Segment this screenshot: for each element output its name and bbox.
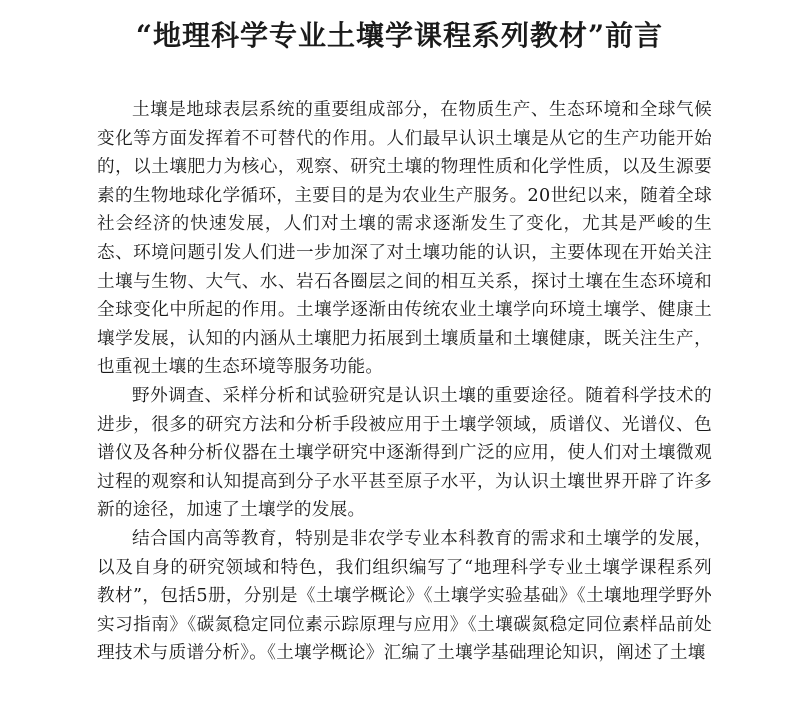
paragraph-textbook-series: 结合国内高等教育，特别是非农学专业本科教育的需求和土壤学的发展，以及自身的研究领域和特色，我们组织编写了“地理科学专业土壤学课程系列教材”，包括5册，分别是《土壤学概论》《土壤学实验基础》《土壤地理学野外实习指南》《碳氮稳定同位素示踪原理与应用》《土壤碳氮稳定同位素样品前处理技术与质谱分析》。《土壤学概论》汇编了土壤学基础理论知识，阐述了土壤	[97, 528, 712, 664]
body-text	[97, 96, 712, 668]
paragraph-soil-importance: 土壤是地球表层系统的重要组成部分，在物质生产、生态环境和全球气候变化等方面发挥着不可替代的作用。人们最早认识土壤是从它的生产功能开始的，以土壤肥力为核心，观察、研究土壤的物理性质和化学性质，以及生源要素的生物地球化学循环，主要目的是为农业生产服务。20世纪以来，随着全球社会经济的快速发展，人们对土壤的需求逐渐发生了变化，尤其是严峻的生态、环境问题引发人们进一步加深了对土壤功能的认识，主要体现在开始关注土壤与生物、大气、水、岩石各圈层之间的相互关系，探讨土壤在生态环境和全球变化中所起的作用。土壤学逐渐由传统农业土壤学向环境土壤学、健康土壤学发展，认知的内涵从土壤肥力拓展到土壤质量和土壤健康，既关注生产，也重视土壤的生态环境等服务功能。	[97, 100, 712, 378]
document-title: “地理科学专业土壤学课程系列教材”前言	[135, 19, 664, 52]
paragraph-research-methods: 野外调查、采样分析和试验研究是认识土壤的重要途径。随着科学技术的进步，很多的研究方法和分析手段被应用于土壤学领域，质谱仪、光谱仪、色谱仪及各种分析仪器在土壤学研究中逐渐得到广泛的应用，使人们对土壤微观过程的观察和认知提高到分子水平甚至原子水平，为认识土壤世界开辟了许多新的途径，加速了土壤学的发展。	[97, 385, 712, 521]
